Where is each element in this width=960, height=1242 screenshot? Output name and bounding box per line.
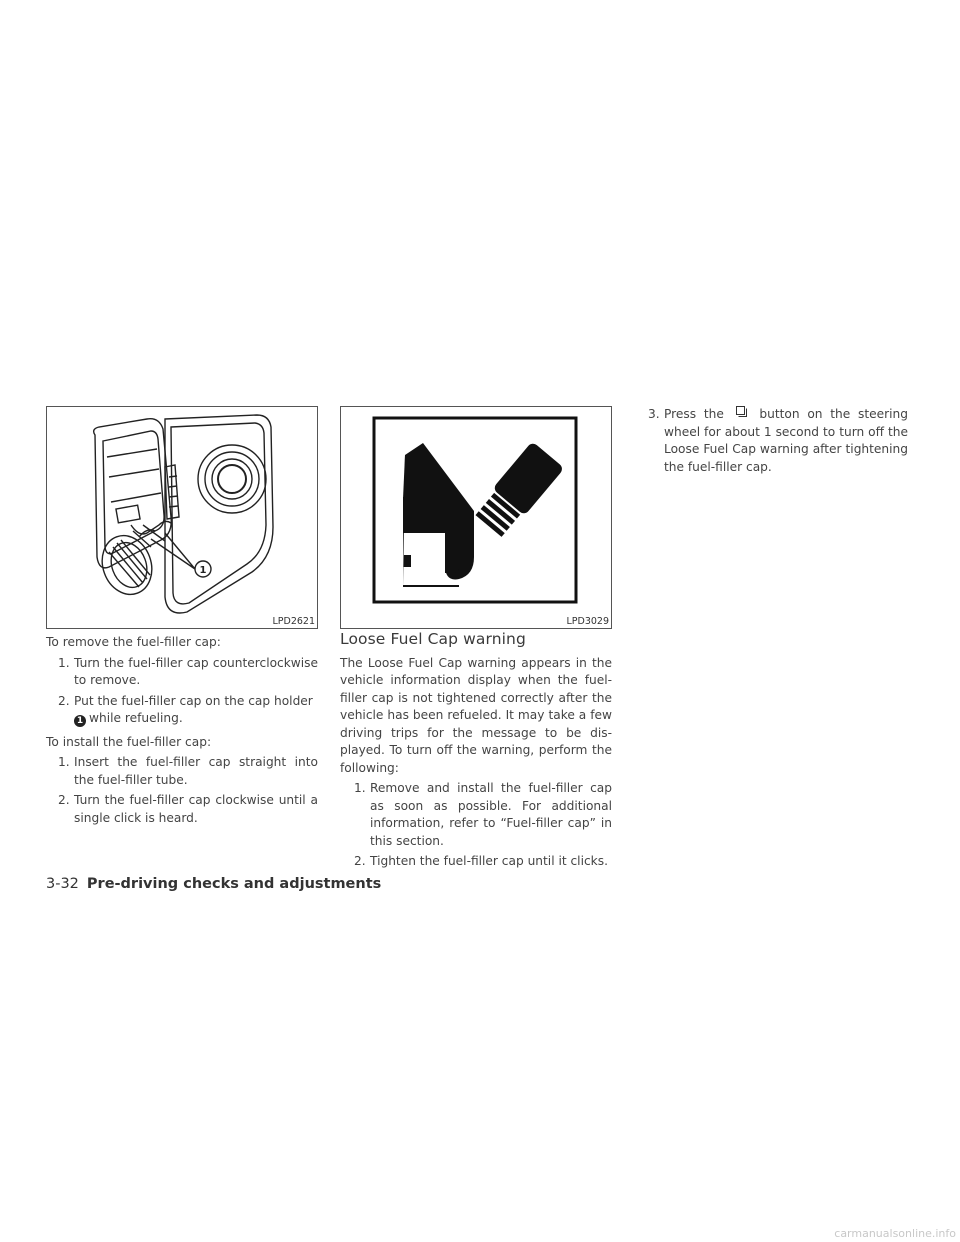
warning-paragraph: The Loose Fuel Cap warning appears in the vehicle information display when the fuel-filler cap is not tightened correctly after the vehicle has been refueled. It may take a few driving trips for the message to be displayed. To turn off the warning, perform the following: bbox=[340, 655, 612, 775]
continued-steps bbox=[636, 406, 908, 476]
warning-steps bbox=[340, 780, 612, 871]
remove-step-1: 1. Turn the fuel-filler cap counterclockwise to remove. bbox=[58, 655, 318, 687]
install-intro: To install the fuel-filler cap: bbox=[46, 734, 212, 749]
remove-steps bbox=[46, 655, 318, 728]
left-column bbox=[46, 406, 318, 827]
watermark: carmanualsonline.info bbox=[834, 1227, 956, 1240]
section-heading: Loose Fuel Cap warning bbox=[340, 630, 526, 648]
install-step-1: 1. Insert the fuel-filler cap straight into the fuel-filler tube. bbox=[58, 755, 318, 787]
warning-step-1: 1. Remove and install the fuel-filler cap as soon as possible. For additional information, refer to “Fuel-filler cap” in this section. bbox=[354, 781, 612, 848]
loose-cap-shape bbox=[472, 441, 564, 539]
warning-step-3: 3. Press the button on the steering wheel for about 1 second to turn off the Loose Fuel Cap warning after tightening the fuel-filler cap. bbox=[648, 407, 909, 474]
install-steps bbox=[46, 754, 318, 827]
fuel-filler-door-figure bbox=[46, 406, 318, 629]
page-footer bbox=[46, 876, 381, 892]
display-button-icon bbox=[734, 406, 750, 418]
middle-column bbox=[340, 406, 612, 871]
remove-step-2: 2. Put the fuel-filler cap on the cap holder 1 while refueling. bbox=[58, 693, 313, 726]
callout-1-icon: 1 bbox=[74, 715, 86, 727]
page-number: 3-32 bbox=[46, 876, 79, 892]
figure-code-lpd2621: LPD2621 bbox=[272, 616, 315, 627]
right-column bbox=[636, 406, 908, 476]
section-title: Pre-driving checks and adjustments bbox=[86, 876, 382, 892]
remove-intro: To remove the fuel-filler cap: bbox=[46, 635, 221, 649]
fuel-filler-door-illustration bbox=[47, 407, 317, 628]
callout-1-label: 1 bbox=[199, 565, 207, 576]
figure-code-lpd3029: LPD3029 bbox=[566, 616, 609, 627]
warning-step-2: 2. Tighten the fuel-filler cap until it clicks. bbox=[354, 854, 608, 868]
loose-fuel-cap-warning-figure bbox=[340, 406, 612, 629]
install-step-2: 2. Turn the fuel-filler cap clockwise until a single click is heard. bbox=[58, 793, 318, 825]
loose-fuel-cap-warning-symbol bbox=[341, 407, 611, 628]
